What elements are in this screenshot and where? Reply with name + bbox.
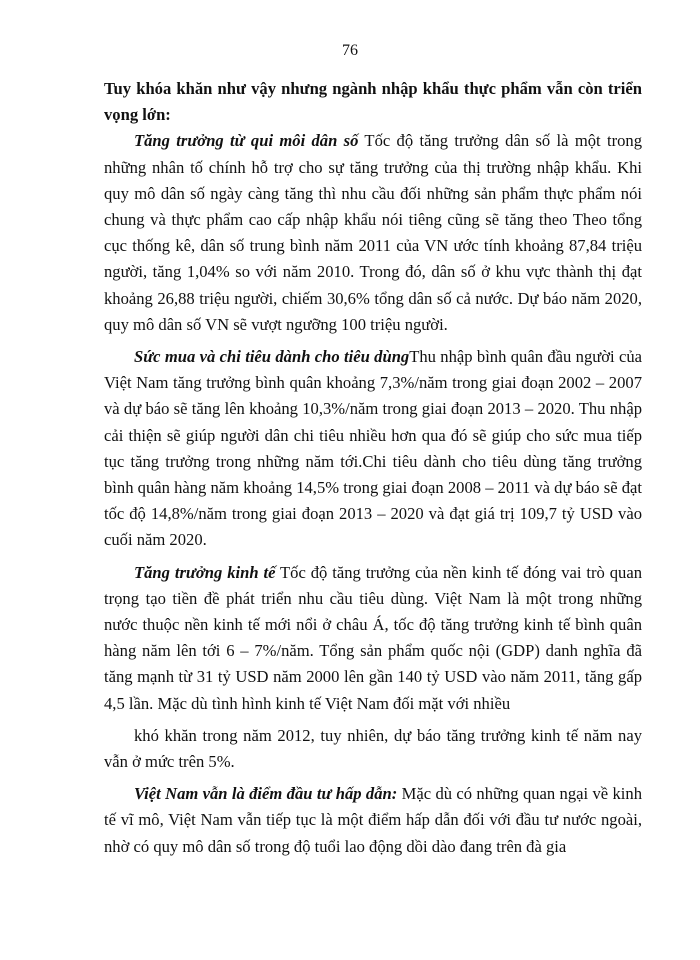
- paragraph-text: Tốc độ tăng trưởng dân số là một trong những nhân tố chính hỗ trợ cho sự tăng trưởng của thị trường nhập khẩu. Khi quy mô dân số ngày càng tăng thì nhu cầu đối những sản phẩm thực phẩm nói chung và thực phẩm cao cấp nhập khẩu nói tiêng cũng sẽ tăng theo Theo tổng cục thống kê, dân số trung bình năm 2011 của VN ước tính khoảng 87,84 triệu người, tăng 1,04% so với năm 2010. Trong đó, dân số ở khu vực thành thị đạt khoảng 26,88 triệu người, chiếm 30,6% tổng dân số cả nước. Dự báo năm 2020, quy mô dân số VN sẽ vượt ngưỡng 100 triệu người.: [104, 131, 642, 334]
- page-number: 76: [342, 42, 358, 59]
- document-body: [104, 76, 642, 860]
- paragraph-text: Tốc độ tăng trưởng của nền kinh tế đóng vai trò quan trọng tạo tiền đề phát triển nhu cầu tiêu dùng. Việt Nam là một trong những nước thuộc nền kinh tế mới nổi ở châu Á, tốc độ tăng trưởng kinh tế bình quân hàng năm lên tới 6 – 7%/năm. Tổng sản phẩm quốc nội (GDP) danh nghĩa đã tăng mạnh từ 31 tỷ USD năm 2000 lên gần 140 tỷ USD vào năm 2011, tăng gấp 4,5 lần. Mặc dù tình hình kinh tế Việt Nam đối mặt với nhiều: [104, 562, 642, 713]
- paragraph-lead: Việt Nam vẫn là điểm đầu tư hấp dẫn:: [134, 784, 398, 804]
- paragraph-text: Thu nhập bình quân đầu người của Việt Nam tăng trưởng bình quân khoảng 7,3%/năm trong giai đoạn 2002 – 2007 và dự báo sẽ tăng lên khoảng 10,3%/năm trong giai đoạn 2013 – 2020. Thu nhập cải thiện sẽ giúp người dân chi tiêu nhiều hơn qua đó sẽ giúp cho sức mua tiếp tục tăng trưởng trong những năm tới.Chi tiêu dành cho tiêu dùng tăng trưởng bình quân hàng năm khoảng 14,5% trong giai đoạn 2008 – 2011 và dự báo sẽ đạt tốc độ 14,8%/năm trong giai đoạn 2013 – 2020 và đạt giá trị 109,7 tỷ USD vào cuối năm 2020.: [104, 347, 642, 550]
- paragraph-lead: Sức mua và chi tiêu dành cho tiêu dùng: [134, 347, 410, 367]
- paragraph-investment: [104, 781, 642, 860]
- section-heading: Tuy khóa khăn như vậy nhưng ngành nhập khẩu thực phẩm vẫn còn triển vọng lớn:: [104, 79, 642, 125]
- paragraph-lead: Tăng trưởng từ qui môi dân số: [134, 131, 359, 151]
- paragraph-text: khó khăn trong năm 2012, tuy nhiên, dự báo tăng trưởng kinh tế năm nay vẫn ở mức trên 5%.: [104, 725, 642, 772]
- paragraph-economic-growth-continued: [104, 723, 642, 775]
- paragraph-lead: Tăng trưởng kinh tế: [134, 562, 276, 582]
- paragraph-text: Mặc dù có những quan ngại về kinh tế vĩ mô, Việt Nam vẫn tiếp tục là một điểm hấp dẫn đối với đầu tư nước ngoài, nhờ có quy mô dân số trong độ tuổi lao động dồi dào đang trên đà gia: [104, 784, 642, 856]
- paragraph-economic-growth: [104, 560, 642, 717]
- paragraph-purchasing-power: [104, 344, 642, 554]
- paragraph-population-growth: [104, 128, 642, 338]
